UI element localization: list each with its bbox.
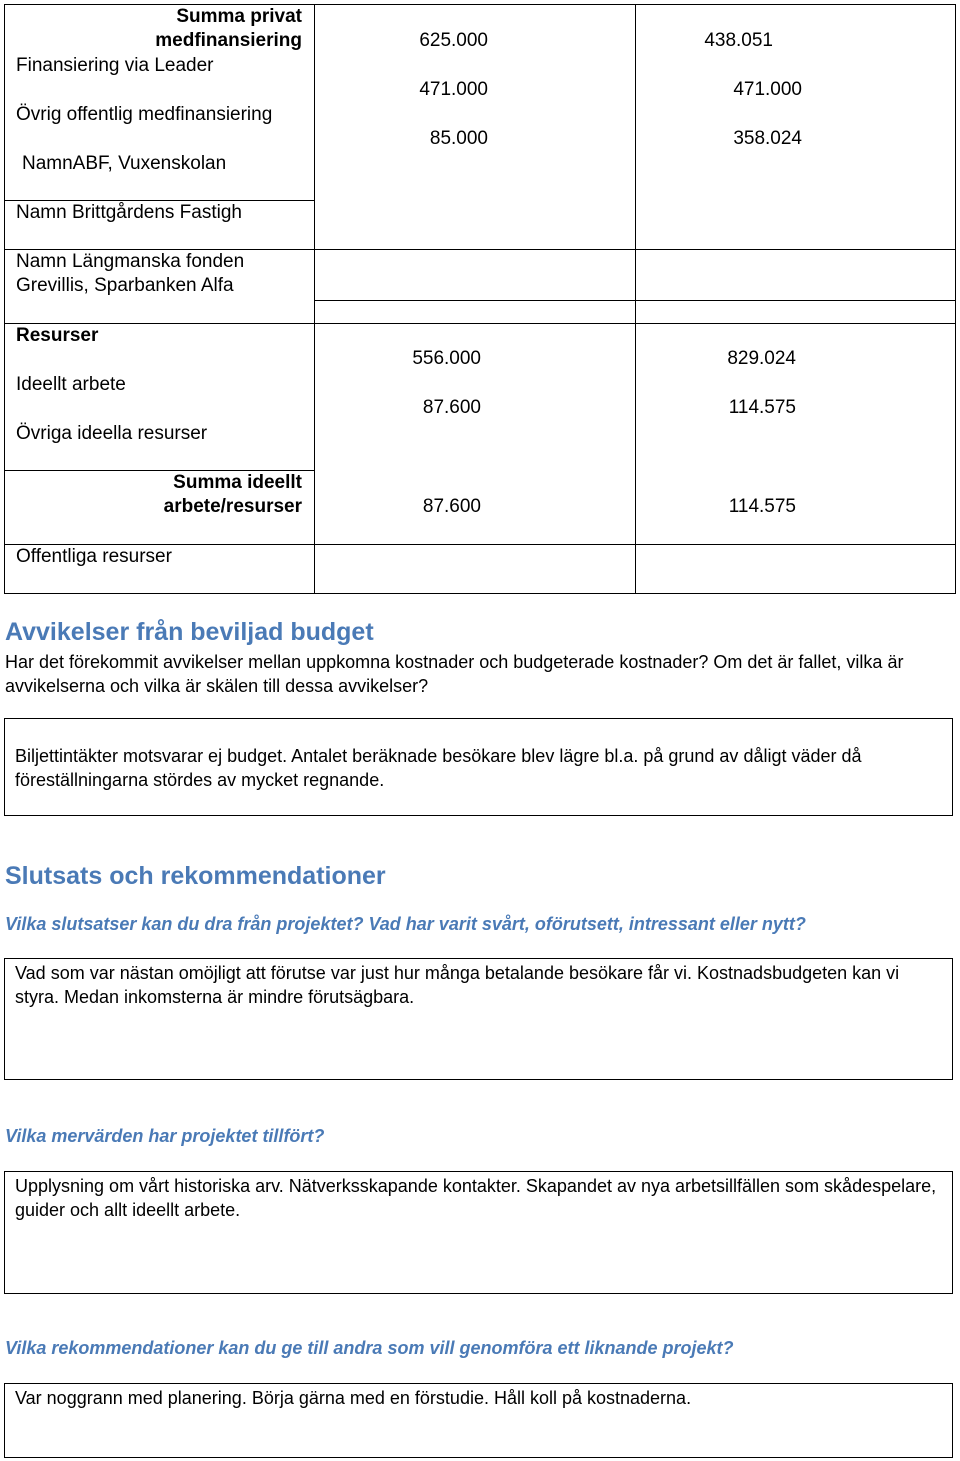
conclusions-question-3: Vilka rekommendationer kan du ge till andra som vill genomföra ett liknande projekt? bbox=[5, 1338, 734, 1358]
offentliga-resurser-label: Offentliga resurser bbox=[16, 546, 172, 567]
cell-value: 87.600 bbox=[422, 397, 481, 418]
summa-privat-label: Summa privat medfinansiering bbox=[155, 6, 302, 51]
budget-table bbox=[4, 4, 956, 594]
row-divider bbox=[314, 300, 956, 301]
cell-value: 438.051 bbox=[704, 30, 773, 51]
summa-ideellt-label: Summa ideellt arbete/resurser bbox=[163, 472, 302, 517]
resurser-label: Resurser bbox=[16, 325, 99, 346]
conclusions-answer-2: Upplysning om vårt historiska arv. Nätverksskapande kontakter. Skapandet av nya arbetsillfällen som skådespelare, guider och allt ideellt arbete. bbox=[15, 1176, 937, 1220]
finansiering-leader-label: Finansiering via Leader bbox=[16, 55, 214, 76]
row-divider bbox=[314, 249, 956, 250]
conclusions-question-1: Vilka slutsatser kan du dra från projektet? Vad har varit svårt, oförutsett, intressant eller nytt? bbox=[5, 914, 806, 934]
deviations-heading: Avvikelser från beviljad budget bbox=[5, 618, 374, 646]
conclusions-answer-3: Var noggrann med planering. Börja gärna med en förstudie. Håll koll på kostnaderna. bbox=[15, 1388, 692, 1408]
cell-value: 87.600 bbox=[422, 496, 481, 517]
cell-value: 358.024 bbox=[733, 128, 802, 149]
namn-brittgarden-label: Namn Brittgårdens Fastigh bbox=[16, 202, 242, 223]
deviations-question: Har det förekommit avvikelser mellan uppkomna kostnader och budgeterade kostnader? Om det är fallet, vilka är avvikelserna och vilka är skälen till dessa avvikelser? bbox=[5, 652, 904, 696]
cell-value: 114.575 bbox=[728, 397, 796, 418]
cell-value: 85.000 bbox=[429, 128, 488, 149]
conclusions-answer-2-box bbox=[4, 1171, 953, 1294]
cell-value: 471.000 bbox=[733, 79, 802, 100]
row-divider bbox=[314, 323, 956, 324]
ovrig-offentlig-label: Övrig offentlig medfinansiering bbox=[16, 104, 273, 125]
table-border-right bbox=[955, 4, 956, 594]
conclusions-heading: Slutsats och rekommendationer bbox=[5, 862, 386, 890]
cell-value: 829.024 bbox=[727, 348, 796, 369]
cell-value: 114.575 bbox=[728, 496, 796, 517]
conclusions-question-2: Vilka mervärden har projektet tillfört? bbox=[5, 1126, 325, 1146]
ovriga-ideella-label: Övriga ideella resurser bbox=[16, 423, 208, 444]
namn-langmanska-label: Namn Längmanska fonden Grevillis, Sparbanken Alfa bbox=[16, 251, 245, 296]
conclusions-answer-3-box bbox=[4, 1383, 953, 1458]
namn-abf-label: NamnABF, Vuxenskolan bbox=[22, 153, 227, 174]
conclusions-answer-1-box bbox=[4, 958, 953, 1080]
row-divider bbox=[314, 544, 956, 545]
ideellt-arbete-label: Ideellt arbete bbox=[16, 374, 126, 395]
table-divider-1 bbox=[314, 4, 315, 594]
deviations-answer: Biljettintäkter motsvarar ej budget. Antalet beräknade besökare blev lägre bl.a. på grund av dåligt väder då föreställningarna stördes av mycket regnande. bbox=[15, 746, 862, 790]
table-divider-2 bbox=[635, 4, 636, 594]
deviations-answer-box bbox=[4, 718, 953, 816]
cell-value: 556.000 bbox=[412, 348, 481, 369]
cell-value: 471.000 bbox=[419, 79, 488, 100]
cell-value: 625.000 bbox=[419, 30, 488, 51]
conclusions-answer-1: Vad som var nästan omöjligt att förutse var just hur många betalande besökare får vi. Kostnadsbudgeten kan vi styra. Medan inkomsterna är mindre förutsägbara. bbox=[15, 963, 900, 1007]
table-border-bottom bbox=[4, 593, 956, 594]
